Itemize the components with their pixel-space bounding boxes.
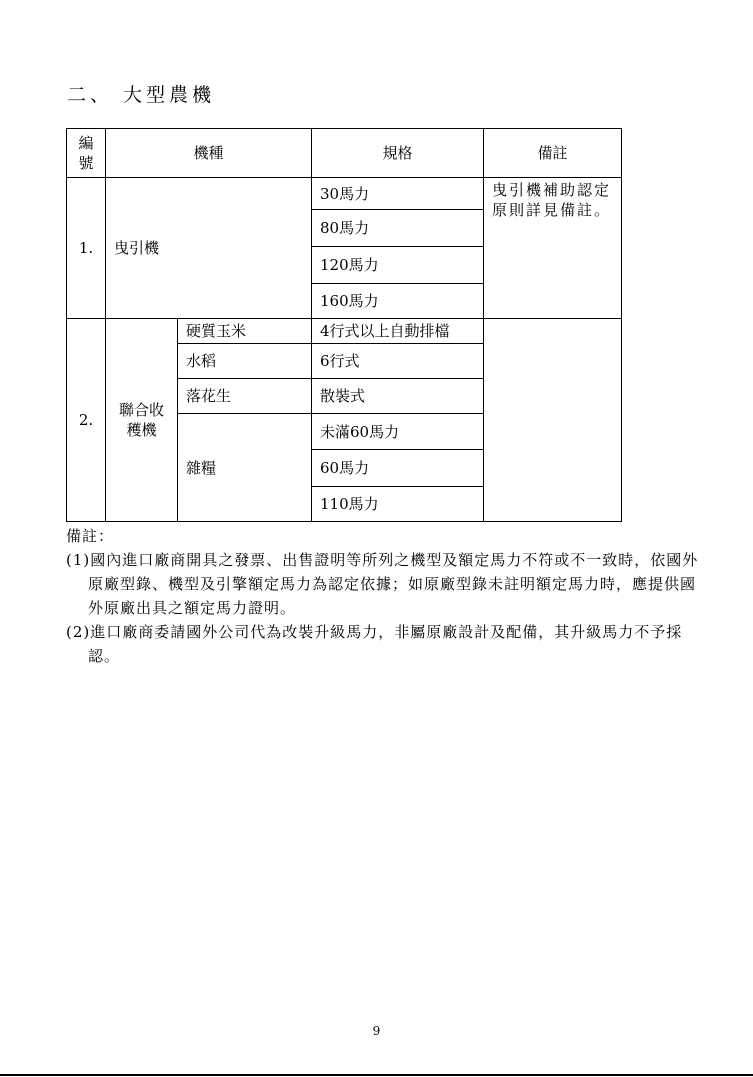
notes-section [66,524,706,668]
row2-spec-3: 散裝式 [312,379,484,414]
row1-number: 1. [67,178,106,319]
table-row [67,319,622,344]
footer-divider [0,1074,753,1076]
row2-spec-5: 60馬力 [312,450,484,487]
row2-spec-6: 110馬力 [312,487,484,522]
section-title: 二、 大型農機 [67,84,216,106]
row1-spec-4: 160馬力 [312,284,484,319]
table-header-row [67,129,622,178]
page-number: 9 [372,1024,381,1038]
header-remark: 備註 [484,129,622,178]
header-model: 機種 [106,129,312,178]
table-row [67,178,622,210]
row1-remark: 曳引機補助認定原則詳見備註。 [484,178,622,319]
note-item-2: (2)進口廠商委請國外公司代為改裝升級馬力，非屬原廠設計及配備，其升級馬力不予採認。 [66,623,683,665]
header-spec: 規格 [312,129,484,178]
row2-model: 聯合收穫機 [106,319,178,522]
row2-spec-2: 6行式 [312,344,484,379]
header-number: 編 號 [67,129,106,178]
machinery-spec-table [66,128,622,522]
note-item-1: (1)國內進口廠商開具之發票、出售證明等所列之機型及額定馬力不符或不一致時，依國外原廠型錄、機型及引擎額定馬力為認定依據；如原廠型錄未註明額定馬力時，應提供國外原廠出具之額定馬力證明。 [66,551,699,617]
row2-spec-1: 4行式以上自動排檔 [312,319,484,344]
row2-subtype-1: 硬質玉米 [178,319,312,344]
row1-model: 曳引機 [106,178,312,319]
row2-remark [484,319,622,522]
row2-spec-4: 未滿60馬力 [312,414,484,450]
row1-spec-3: 120馬力 [312,247,484,284]
row2-subtype-3: 落花生 [178,379,312,414]
row2-number: 2. [67,319,106,522]
row2-subtype-2: 水稻 [178,344,312,379]
row1-spec-2: 80馬力 [312,210,484,247]
notes-heading: 備註： [66,527,115,545]
row2-subtype-4: 雜糧 [178,414,312,522]
row1-spec-1: 30馬力 [312,178,484,210]
